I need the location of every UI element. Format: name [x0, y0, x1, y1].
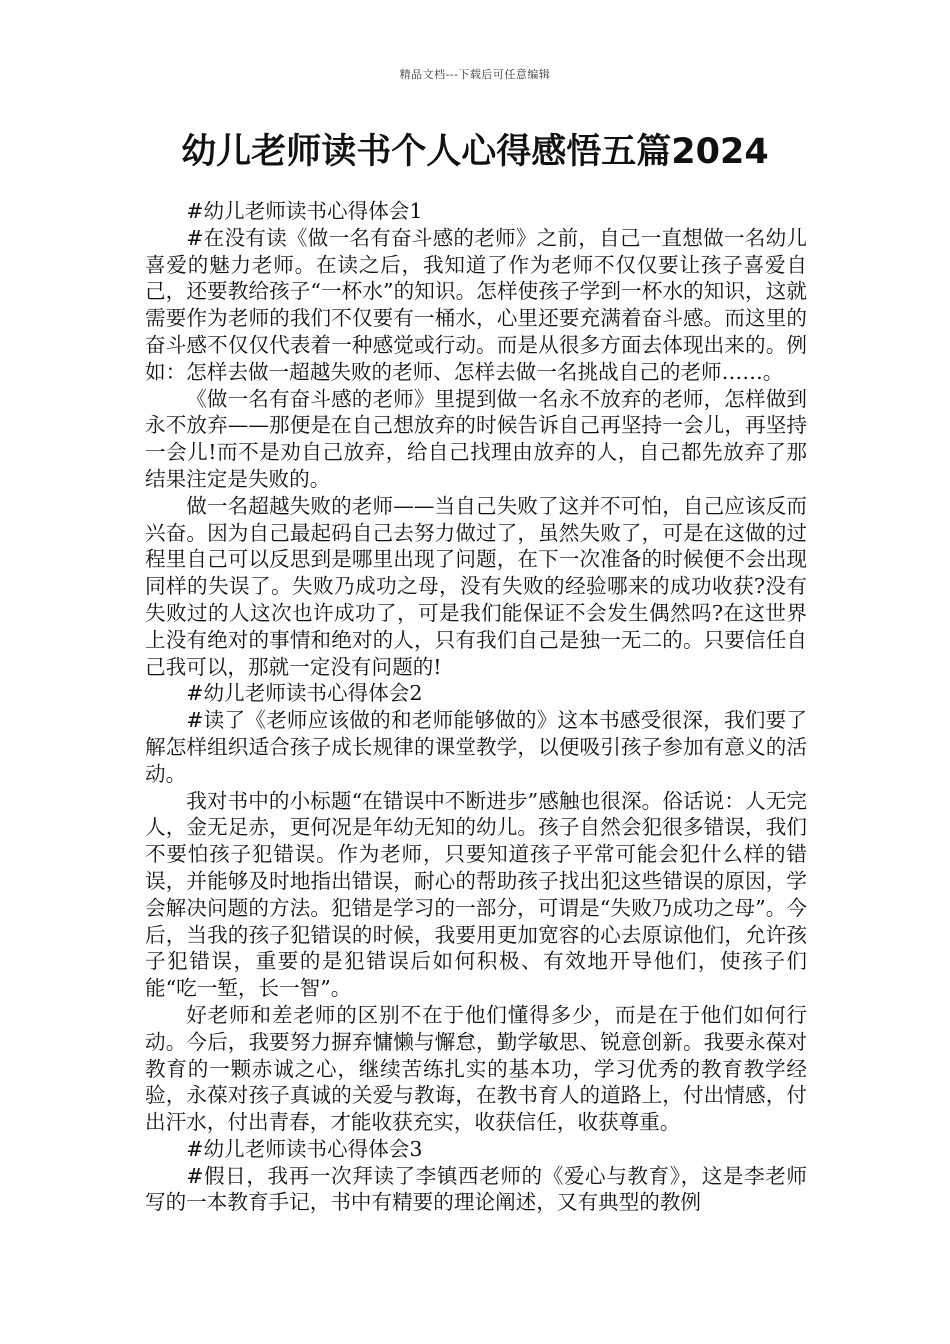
- document-title: 幼儿老师读书个人心得感悟五篇2024: [181, 132, 769, 172]
- paragraph: 做一名超越失败的老师——当自己失败了这并不可怕，自己应该反而兴奋。因为自己最起码自己去努力做过了，虽然失败了，可是在这做的过程里自己可以反思到是哪里出现了问题，在下一次准备的时候便不会出现同样的失误了。失败乃成功之母，没有失败的经验哪来的成功收获?没有失败过的人这次也许成功了，可是我们能保证不会发生偶然吗?在这世界上没有绝对的事情和绝对的人，只有我们自己是独一无二的。只要信任自己我可以，那就一定没有问题的!: [145, 493, 807, 679]
- section-heading-1: #幼儿老师读书心得体会1: [186, 199, 423, 223]
- paragraph: #读了《老师应该做的和老师能够做的》这本书感受很深，我们要了解怎样组织适合孩子成长规律的课堂教学，以便吸引孩子参加有意义的活动。: [145, 708, 807, 786]
- paragraph: 我对书中的小标题“在错误中不断进步”感触也很深。俗话说：人无完人，金无足赤，更何况是年幼无知的幼儿。孩子自然会犯很多错误，我们不要怕孩子犯错误。作为老师，只要知道孩子平常可能会犯什么样的错误，并能够及时地指出错误，耐心的帮助孩子找出犯这些错误的原因，学会解决问题的方法。犯错是学习的一部分，可谓是“失败乃成功之母”。今后，当我的孩子犯错误的时候，我要用更加宽容的心去原谅他们，允许孩子犯错误，重要的是犯错误后如何积极、有效地开导他们，使孩子们能“吃一堑，长一智”。: [145, 788, 807, 1001]
- paragraph: #假日，我再一次拜读了李镇西老师的《爱心与教育》，这是李老师写的一本教育手记，书中有精要的理论阐述，又有典型的教例: [145, 1163, 807, 1215]
- header-note: 精品文档---下载后可任意编辑: [399, 68, 551, 81]
- paragraph: #在没有读《做一名有奋斗感的老师》之前，自己一直想做一名幼儿喜爱的魅力老师。在读之后，我知道了作为老师不仅仅要让孩子喜爱自己，还要教给孩子“一杯水”的知识。怎样使孩子学到一杯水的知识，这就需要作为老师的我们不仅要有一桶水，心里还要充满着奋斗感。而这里的奋斗感不仅仅代表着一种感觉或行动。而是从很多方面去体现出来的。例如：怎样去做一超越失败的老师、怎样去做一名挑战自己的老师……。: [145, 225, 807, 384]
- paragraph: 《做一名有奋斗感的老师》里提到做一名永不放弃的老师，怎样做到永不放弃——那便是在自己想放弃的时候告诉自己再坚持一会儿，再坚持一会儿!而不是劝自己放弃，给自己找理由放弃的人，自己都先放弃了那结果注定是失败的。: [145, 386, 807, 491]
- paragraph: 好老师和差老师的区别不在于他们懂得多少，而是在于他们如何行动。今后，我要努力摒弃慵懒与懈怠，勤学敏思、锐意创新。我要永葆对教育的一颗赤诚之心，继续苦练扎实的基本功，学习优秀的教育教学经验，永葆对孩子真诚的关爱与教诲，在教书育人的道路上，付出情感，付出汗水，付出青春，才能收获充实，收获信任，收获尊重。: [145, 1002, 807, 1135]
- section-heading-3: #幼儿老师读书心得体会3: [186, 1136, 423, 1161]
- section-heading-2: #幼儿老师读书心得体会2: [186, 681, 423, 706]
- document-body: [145, 198, 807, 1216]
